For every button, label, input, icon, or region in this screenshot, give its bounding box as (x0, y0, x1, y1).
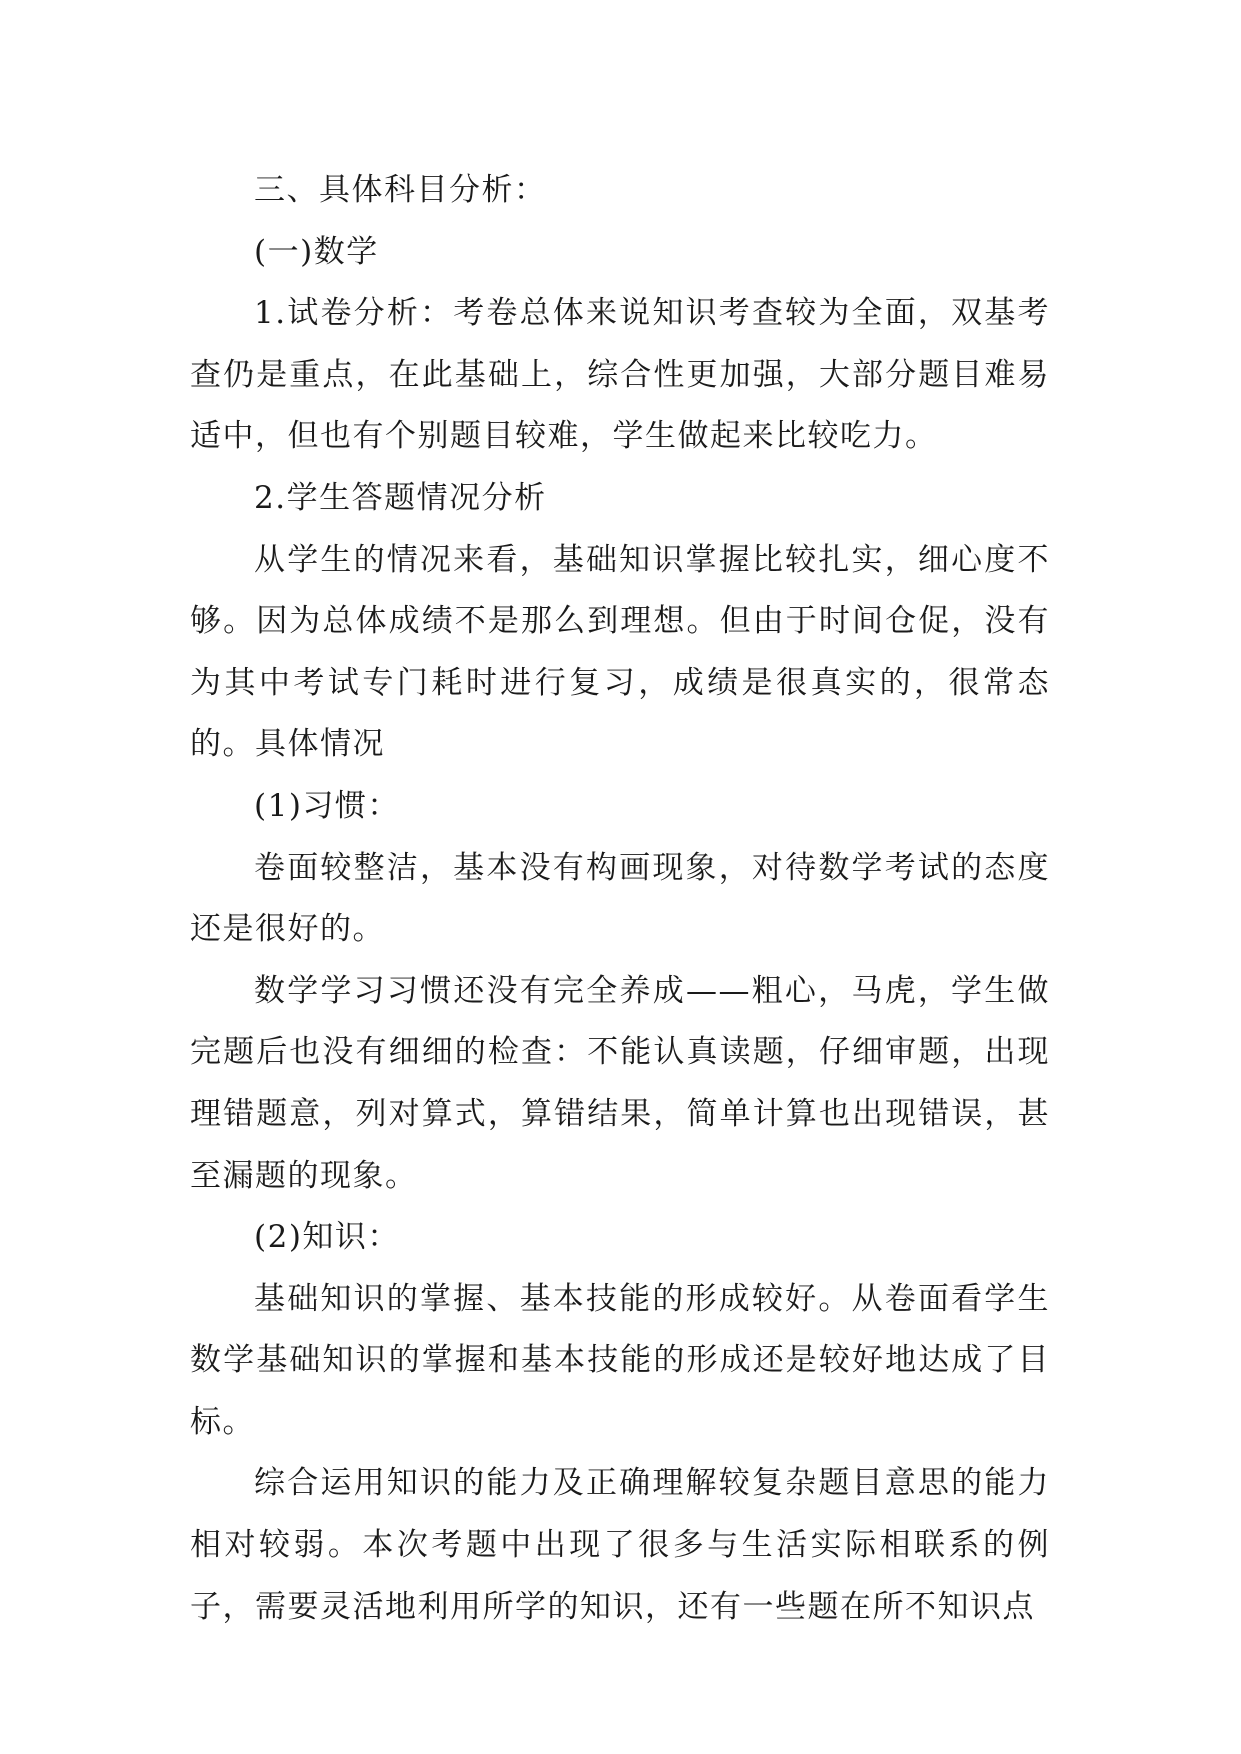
paragraph: 基础知识的掌握、基本技能的形成较好。从卷面看学生数学基础知识的掌握和基本技能的形成还是较好地达成了目标。 (190, 1280, 1050, 1440)
section-heading: 三、具体科目分析： (254, 172, 547, 208)
subsection-heading: 2.学生答题情况分析 (254, 479, 547, 516)
subsection-heading: (1)习惯： (254, 787, 400, 824)
paragraph: 综合运用知识的能力及正确理解较复杂题目意思的能力相对较弱。本次考题中出现了很多与生活实际相联系的例子，需要灵活地利用所学的知识，还有一些题在所不知识点 (190, 1465, 1050, 1625)
paragraph: 数学学习习惯还没有完全养成——粗心，马虎，学生做完题后也没有细细的检查：不能认真读题，仔细审题，出现理错题意，列对算式，算错结果，简单计算也出现错误，甚至漏题的现象。 (190, 972, 1050, 1194)
subsection-heading: (一)数学 (254, 233, 379, 270)
paragraph: 1.试卷分析：考卷总体来说知识考查较为全面，双基考查仍是重点，在此基础上，综合性更加强，大部分题目难易适中，但也有个别题目较难，学生做起来比较吃力。 (190, 295, 1050, 455)
paragraph: 卷面较整洁，基本没有构画现象，对待数学考试的态度还是很好的。 (190, 849, 1050, 948)
paragraph: 从学生的情况来看，基础知识掌握比较扎实，细心度不够。因为总体成绩不是那么到理想。但由于时间仓促，没有为其中考试专门耗时进行复习，成绩是很真实的，很常态的。具体情况 (190, 541, 1050, 763)
subsection-heading: (2)知识： (254, 1219, 400, 1256)
document-body (190, 160, 1050, 1638)
